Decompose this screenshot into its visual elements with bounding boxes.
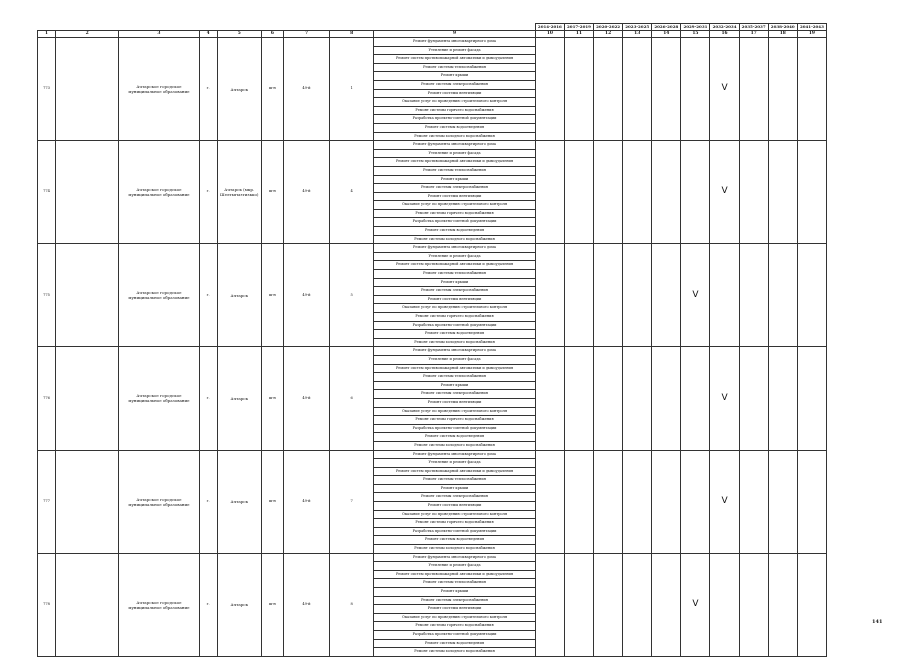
work-type-cell: Утепление и ремонт фасада <box>374 46 536 55</box>
column-number-cell: 7 <box>283 31 329 38</box>
period-header-cell: 2035-2037 <box>739 24 768 31</box>
header-blank-cell <box>217 24 261 31</box>
work-type-cell: Ремонт системы электроснабжения <box>374 287 536 296</box>
work-type-cell: Ремонт системы электроснабжения <box>374 493 536 502</box>
period-header-cell: 2026-2028 <box>652 24 681 31</box>
period-cell <box>768 553 797 656</box>
header-blank-cell <box>38 24 56 31</box>
period-cell <box>564 450 593 553</box>
work-type-cell: Ремонт фундамента многоквартирного дома <box>374 553 536 562</box>
table-row <box>38 38 827 47</box>
work-type-cell: Ремонт системы горячего водоснабжения <box>374 416 536 425</box>
period-cell <box>652 38 681 141</box>
table-row <box>38 244 827 253</box>
work-type-cell: Ремонт крыши <box>374 72 536 81</box>
column-number-cell: 3 <box>119 31 199 38</box>
column-number-cell: 8 <box>330 31 374 38</box>
period-cell <box>623 141 652 244</box>
table-row <box>38 450 827 459</box>
row-number-cell: 778 <box>38 553 56 656</box>
work-type-cell: Оказание услуг по проведению строительного контроля <box>374 304 536 313</box>
work-type-cell: Разработка проектно-сметной документации <box>374 527 536 536</box>
work-type-cell: Оказание услуг по проведению строительного контроля <box>374 510 536 519</box>
municipality-cell: Ачтарское городское муниципальное образование <box>119 38 199 141</box>
work-type-cell: Разработка проектно-сметной документации <box>374 321 536 330</box>
work-type-cell: Ремонт фундамента многоквартирного дома <box>374 347 536 356</box>
period-cell <box>797 553 826 656</box>
street-cell: ш-н <box>261 553 283 656</box>
period-header-cell: 2014-2016 <box>535 24 564 31</box>
municipality-cell: Ачтарское городское муниципальное образование <box>119 553 199 656</box>
period-cell <box>797 141 826 244</box>
work-type-cell: Ремонт системы холодного водоснабжения <box>374 132 536 141</box>
column-number-cell: 2 <box>56 31 119 38</box>
work-type-cell: Ремонт системы вентиляции <box>374 192 536 201</box>
work-type-cell: Разработка проектно-сметной документации <box>374 115 536 124</box>
period-cell <box>535 347 564 450</box>
work-type-cell: Ремонт системы теплоснабжения <box>374 476 536 485</box>
column-number-cell: 13 <box>623 31 652 38</box>
work-type-cell: Ремонт фундамента многоквартирного дома <box>374 141 536 150</box>
house-cell: 49-й <box>283 553 329 656</box>
column-number-cell: 9 <box>374 31 536 38</box>
period-cell <box>623 38 652 141</box>
period-header-cell: 2038-2040 <box>768 24 797 31</box>
work-type-cell: Ремонт системы вентиляции <box>374 398 536 407</box>
locality-type-cell: г. <box>199 244 217 347</box>
period-cell <box>594 553 623 656</box>
locality-cell: Ачтарск <box>217 347 261 450</box>
period-cell <box>739 38 768 141</box>
period-cell <box>564 553 593 656</box>
work-type-cell: Ремонт системы горячего водоснабжения <box>374 106 536 115</box>
building-cell: 4 <box>330 141 374 244</box>
period-header-cell: 2023-2025 <box>623 24 652 31</box>
period-cell <box>681 141 710 244</box>
work-type-cell: Ремонт системы горячего водоснабжения <box>374 622 536 631</box>
building-cell: 8 <box>330 553 374 656</box>
period-cell <box>535 141 564 244</box>
period-cell <box>535 553 564 656</box>
work-type-cell: Утепление и ремонт фасада <box>374 459 536 468</box>
period-cell <box>652 347 681 450</box>
municipality-cell: Ачтарское городское муниципальное образование <box>119 141 199 244</box>
work-type-cell: Утепление и ремонт фасада <box>374 562 536 571</box>
empty-cell <box>56 141 119 244</box>
period-header-cell: 2020-2022 <box>594 24 623 31</box>
work-type-cell: Ремонт систем противопожарной автоматики и дымоудаления <box>374 467 536 476</box>
work-type-cell: Ремонт систем противопожарной автоматики и дымоудаления <box>374 364 536 373</box>
building-cell: 7 <box>330 450 374 553</box>
row-number-cell: 773 <box>38 38 56 141</box>
work-type-cell: Ремонт системы водоотведения <box>374 123 536 132</box>
work-type-cell: Оказание услуг по проведению строительного контроля <box>374 613 536 622</box>
period-cell <box>739 244 768 347</box>
work-type-cell: Ремонт фундамента многоквартирного дома <box>374 450 536 459</box>
period-cell <box>594 38 623 141</box>
period-cell <box>623 244 652 347</box>
column-number-row <box>38 31 827 38</box>
period-cell <box>652 141 681 244</box>
row-number-cell: 776 <box>38 347 56 450</box>
street-cell: ш-н <box>261 347 283 450</box>
table-row <box>38 141 827 150</box>
header-blank-cell <box>261 24 283 31</box>
header-blank-cell <box>199 24 217 31</box>
period-header-cell: 2029-2031 <box>681 24 710 31</box>
column-number-cell: 5 <box>217 31 261 38</box>
period-cell <box>564 347 593 450</box>
work-type-cell: Ремонт системы холодного водоснабжения <box>374 648 536 657</box>
work-type-cell: Разработка проектно-сметной документации <box>374 630 536 639</box>
period-cell <box>739 553 768 656</box>
house-cell: 49-й <box>283 38 329 141</box>
work-type-cell: Ремонт системы горячего водоснабжения <box>374 313 536 322</box>
work-type-cell: Ремонт крыши <box>374 381 536 390</box>
period-cell <box>594 244 623 347</box>
period-cell <box>623 347 652 450</box>
column-number-cell: 4 <box>199 31 217 38</box>
work-type-cell: Ремонт системы водоотведения <box>374 330 536 339</box>
street-cell: ш-н <box>261 450 283 553</box>
work-type-cell: Ремонт системы холодного водоснабжения <box>374 441 536 450</box>
work-type-cell: Ремонт крыши <box>374 175 536 184</box>
locality-type-cell: г. <box>199 450 217 553</box>
locality-cell: Ачтарск <box>217 244 261 347</box>
period-cell <box>594 141 623 244</box>
work-type-cell: Ремонт системы вентиляции <box>374 605 536 614</box>
table-row <box>38 553 827 562</box>
period-cell <box>739 450 768 553</box>
work-type-cell: Ремонт системы вентиляции <box>374 295 536 304</box>
work-type-cell: Ремонт системы холодного водоснабжения <box>374 545 536 554</box>
work-type-cell: Утепление и ремонт фасада <box>374 355 536 364</box>
work-type-cell: Ремонт системы водоотведения <box>374 433 536 442</box>
work-type-cell: Ремонт системы электроснабжения <box>374 596 536 605</box>
period-cell <box>623 553 652 656</box>
street-cell: ш-н <box>261 244 283 347</box>
municipality-cell: Ачтарское городское муниципальное образование <box>119 244 199 347</box>
empty-cell <box>56 347 119 450</box>
locality-type-cell: г. <box>199 347 217 450</box>
period-cell <box>797 38 826 141</box>
work-type-cell: Ремонт системы электроснабжения <box>374 390 536 399</box>
period-cell <box>681 450 710 553</box>
period-header-cell: 2041-2043 <box>797 24 826 31</box>
period-cell <box>797 244 826 347</box>
work-type-cell: Разработка проектно-сметной документации <box>374 218 536 227</box>
period-cell <box>768 38 797 141</box>
work-type-cell: Ремонт системы электроснабжения <box>374 184 536 193</box>
period-cell <box>564 244 593 347</box>
municipality-cell: Ачтарское городское муниципальное образование <box>119 347 199 450</box>
locality-cell: Ачтарск <box>217 38 261 141</box>
work-type-cell: Оказание услуг по проведению строительного контроля <box>374 98 536 107</box>
street-cell: ш-н <box>261 141 283 244</box>
empty-cell <box>56 450 119 553</box>
work-type-cell: Ремонт системы горячего водоснабжения <box>374 209 536 218</box>
empty-cell <box>56 38 119 141</box>
work-type-cell: Ремонт системы водоотведения <box>374 639 536 648</box>
building-cell: 1 <box>330 38 374 141</box>
locality-cell: Ачтарск <box>217 553 261 656</box>
locality-type-cell: г. <box>199 141 217 244</box>
locality-cell: Ачтарск (мкр. Шелтыгызтизкко) <box>217 141 261 244</box>
column-number-cell: 17 <box>739 31 768 38</box>
house-cell: 49-й <box>283 347 329 450</box>
column-number-cell: 14 <box>652 31 681 38</box>
period-mark-cell: V <box>710 38 739 141</box>
column-number-cell: 11 <box>564 31 593 38</box>
work-type-cell: Ремонт системы вентиляции <box>374 502 536 511</box>
period-cell <box>623 450 652 553</box>
period-cell <box>594 347 623 450</box>
period-header-row <box>38 24 827 31</box>
building-cell: 5 <box>330 244 374 347</box>
work-type-cell: Ремонт системы теплоснабжения <box>374 270 536 279</box>
period-cell <box>768 347 797 450</box>
work-type-cell: Ремонт фундамента многоквартирного дома <box>374 244 536 253</box>
capital-repair-schedule-table <box>37 23 827 657</box>
work-type-cell: Ремонт системы теплоснабжения <box>374 373 536 382</box>
period-cell <box>710 553 739 656</box>
work-type-cell: Ремонт крыши <box>374 484 536 493</box>
column-number-cell: 10 <box>535 31 564 38</box>
empty-cell <box>56 553 119 656</box>
work-type-cell: Ремонт системы водоотведения <box>374 227 536 236</box>
work-type-cell: Утепление и ремонт фасада <box>374 252 536 261</box>
work-type-cell: Ремонт систем противопожарной автоматики и дымоудаления <box>374 261 536 270</box>
period-cell <box>564 38 593 141</box>
work-type-cell: Ремонт системы горячего водоснабжения <box>374 519 536 528</box>
period-cell <box>564 141 593 244</box>
period-mark-cell: V <box>681 244 710 347</box>
locality-cell: Ачтарск <box>217 450 261 553</box>
period-cell <box>739 141 768 244</box>
column-number-cell: 18 <box>768 31 797 38</box>
period-cell <box>594 450 623 553</box>
period-cell <box>797 450 826 553</box>
period-cell <box>652 553 681 656</box>
street-cell: ш-н <box>261 38 283 141</box>
period-cell <box>535 244 564 347</box>
empty-cell <box>56 244 119 347</box>
work-type-cell: Ремонт систем противопожарной автоматики и дымоудаления <box>374 570 536 579</box>
period-cell <box>710 244 739 347</box>
header-blank-cell <box>330 24 374 31</box>
work-type-cell: Оказание услуг по проведению строительного контроля <box>374 201 536 210</box>
period-cell <box>681 38 710 141</box>
header-blank-cell <box>119 24 199 31</box>
table-row <box>38 347 827 356</box>
municipality-cell: Ачтарское городское муниципальное образование <box>119 450 199 553</box>
house-cell: 49-й <box>283 141 329 244</box>
period-header-cell: 2017-2019 <box>564 24 593 31</box>
work-type-cell: Ремонт системы теплоснабжения <box>374 63 536 72</box>
period-mark-cell: V <box>710 347 739 450</box>
period-cell <box>652 244 681 347</box>
header-blank-cell <box>56 24 119 31</box>
row-number-cell: 775 <box>38 244 56 347</box>
house-cell: 49-й <box>283 244 329 347</box>
column-number-cell: 12 <box>594 31 623 38</box>
work-type-cell: Ремонт систем противопожарной автоматики и дымоудаления <box>374 158 536 167</box>
column-number-cell: 16 <box>710 31 739 38</box>
period-cell <box>768 141 797 244</box>
work-type-cell: Ремонт системы холодного водоснабжения <box>374 235 536 244</box>
work-type-cell: Ремонт системы теплоснабжения <box>374 579 536 588</box>
column-number-cell: 19 <box>797 31 826 38</box>
locality-type-cell: г. <box>199 38 217 141</box>
period-mark-cell: V <box>710 450 739 553</box>
period-cell <box>681 347 710 450</box>
period-mark-cell: V <box>681 553 710 656</box>
period-cell <box>768 450 797 553</box>
work-type-cell: Ремонт фундамента многоквартирного дома <box>374 38 536 47</box>
period-cell <box>652 450 681 553</box>
work-type-cell: Ремонт системы водоотведения <box>374 536 536 545</box>
page-number: 141 <box>872 619 883 625</box>
work-type-cell: Ремонт систем противопожарной автоматики и дымоудаления <box>374 55 536 64</box>
period-cell <box>739 347 768 450</box>
column-number-cell: 1 <box>38 31 56 38</box>
row-number-cell: 777 <box>38 450 56 553</box>
period-cell <box>797 347 826 450</box>
header-blank-cell <box>283 24 329 31</box>
building-cell: 6 <box>330 347 374 450</box>
work-type-cell: Ремонт крыши <box>374 588 536 597</box>
work-type-cell: Ремонт системы холодного водоснабжения <box>374 338 536 347</box>
work-type-cell: Ремонт крыши <box>374 278 536 287</box>
work-type-cell: Ремонт системы электроснабжения <box>374 80 536 89</box>
period-header-cell: 2032-2034 <box>710 24 739 31</box>
work-type-cell: Оказание услуг по проведению строительного контроля <box>374 407 536 416</box>
period-cell <box>768 244 797 347</box>
house-cell: 49-й <box>283 450 329 553</box>
work-type-cell: Разработка проектно-сметной документации <box>374 424 536 433</box>
locality-type-cell: г. <box>199 553 217 656</box>
column-number-cell: 15 <box>681 31 710 38</box>
period-cell <box>535 450 564 553</box>
work-type-cell: Ремонт системы теплоснабжения <box>374 166 536 175</box>
column-number-cell: 6 <box>261 31 283 38</box>
work-type-cell: Утепление и ремонт фасада <box>374 149 536 158</box>
header-blank-cell <box>374 24 536 31</box>
period-cell <box>535 38 564 141</box>
work-type-cell: Ремонт системы вентиляции <box>374 89 536 98</box>
row-number-cell: 774 <box>38 141 56 244</box>
period-mark-cell: V <box>710 141 739 244</box>
